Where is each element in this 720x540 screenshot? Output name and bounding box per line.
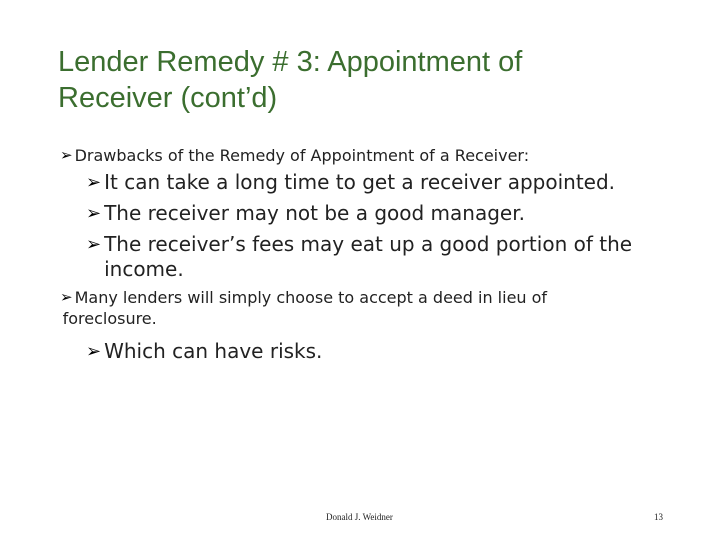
slide-title-line-1: Lender Remedy # 3: Appointment of (58, 46, 523, 78)
bullet-long-time (86, 170, 686, 195)
arrow-bullet-icon: ➢ (60, 288, 73, 306)
slide-title (58, 44, 678, 116)
arrow-bullet-icon: ➢ (60, 146, 73, 164)
bullet-drawbacks (60, 145, 620, 166)
bullet-text (62, 287, 548, 329)
page-number: 13 (654, 512, 663, 522)
bullet-text-line-1: Many lenders will simply choose to accept a deed in lieu of (74, 288, 548, 307)
arrow-bullet-icon: ➢ (86, 341, 102, 362)
arrow-bullet-icon: ➢ (86, 234, 102, 255)
bullet-text: It can take a long time to get a receiver appointed. (104, 170, 616, 194)
slide-title-line-2: Receiver (cont’d) (58, 82, 278, 114)
bullet-receiver-fees (86, 232, 646, 282)
bullet-text: The receiver may not be a good manager. (104, 201, 525, 225)
arrow-bullet-icon: ➢ (86, 203, 102, 224)
bullet-text: Which can have risks. (104, 339, 323, 363)
bullet-text-line-2: foreclosure. (62, 309, 157, 328)
bullet-not-good-manager (86, 201, 686, 226)
footer-author: Donald J. Weidner (326, 512, 393, 522)
bullet-text-line-2: income. (104, 257, 184, 281)
bullet-deed-in-lieu (60, 287, 600, 329)
arrow-bullet-icon: ➢ (86, 172, 102, 193)
bullet-text: Drawbacks of the Remedy of Appointment of a Receiver: (74, 146, 530, 165)
bullet-risks (86, 339, 646, 364)
bullet-text (104, 232, 632, 282)
bullet-text-line-1: The receiver’s fees may eat up a good portion of the (104, 232, 633, 256)
